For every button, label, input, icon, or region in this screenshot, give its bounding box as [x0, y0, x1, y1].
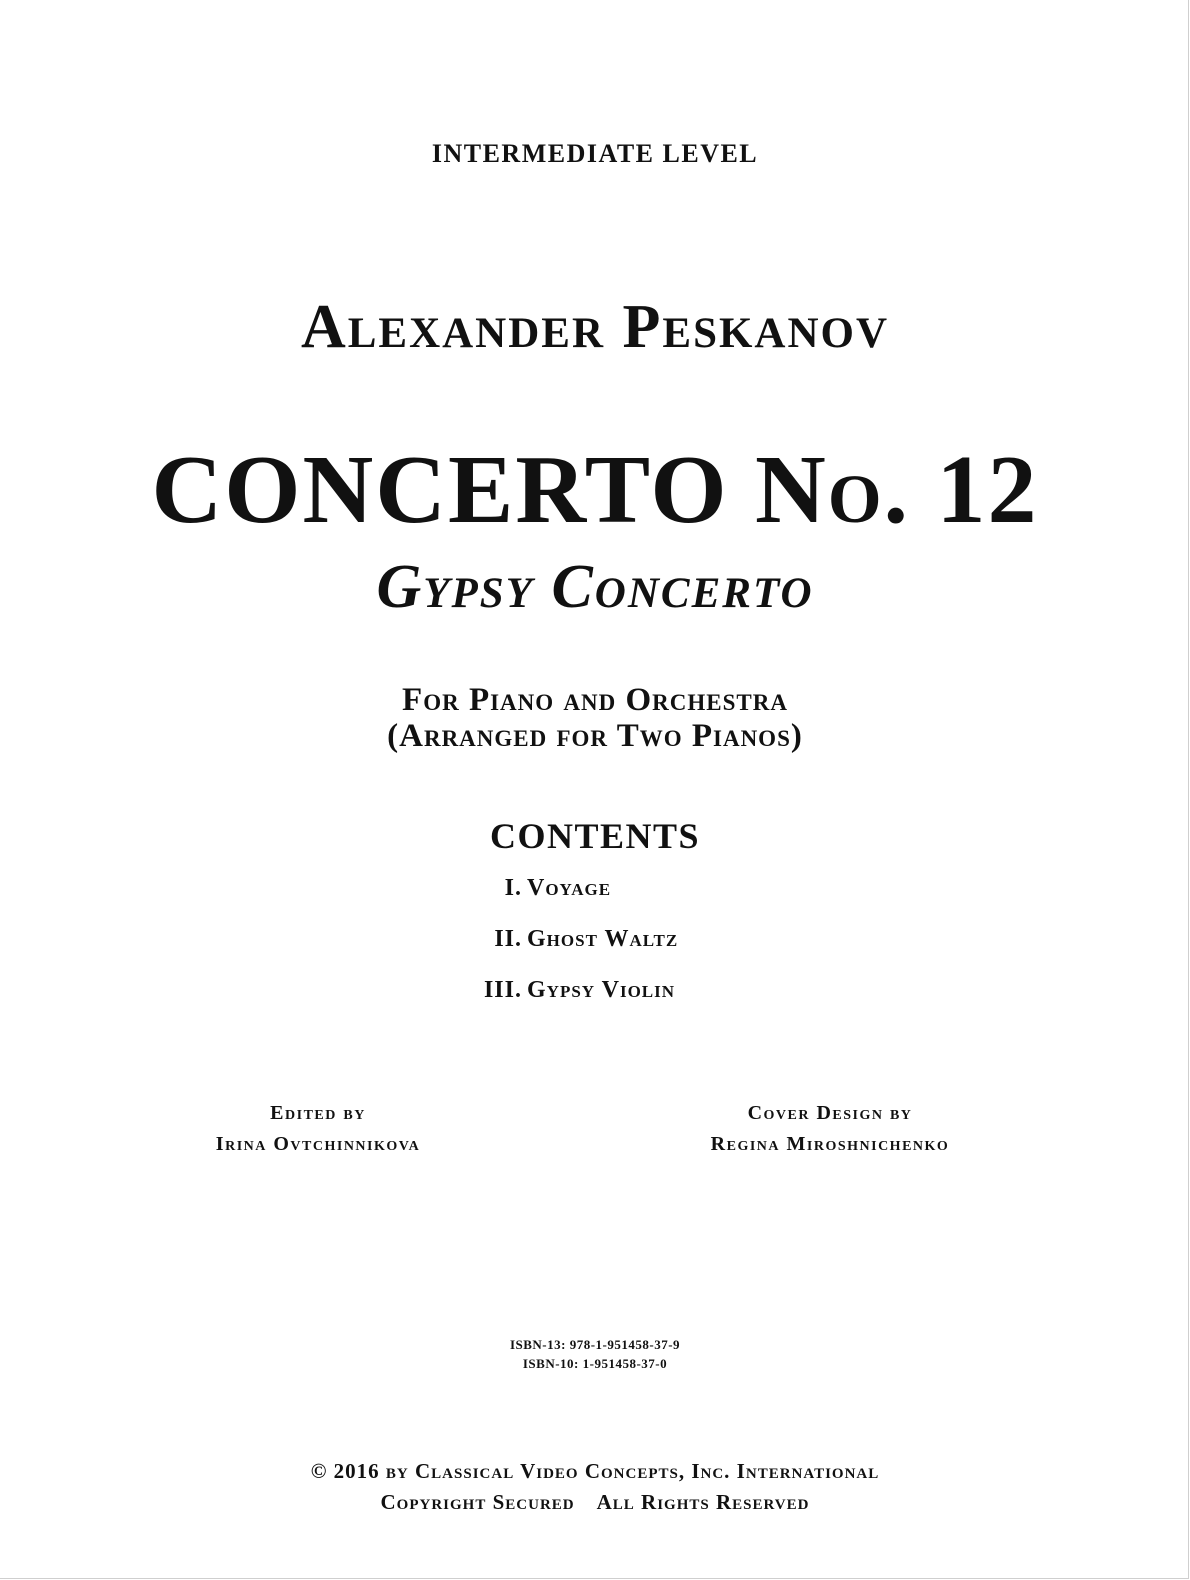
all-rights-reserved: All Rights Reserved	[596, 1490, 810, 1514]
contents-item-number: II.	[494, 926, 522, 952]
contents-item-title: Voyage	[527, 875, 612, 901]
contents-item-title: Gypsy Violin	[527, 977, 676, 1003]
copyright-secured: Copyright Secured	[380, 1490, 575, 1514]
contents-item	[0, 875, 1190, 911]
isbn-13: ISBN-13: 978-1-951458-37-9	[509, 1337, 681, 1352]
isbn-10: ISBN-10: 1-951458-37-0	[522, 1356, 668, 1371]
contents-item-number: III.	[483, 977, 522, 1003]
contents-item	[0, 977, 1190, 1013]
page-title: CONCERTO No. 12	[151, 436, 1039, 544]
rights-line	[0, 1490, 1190, 1515]
composer-name: Alexander Peskanov	[300, 293, 890, 361]
copyright-notice: © 2016 by Classical Video Concepts, Inc. International	[310, 1459, 880, 1483]
arrangement-line: (Arranged for Two Pianos)	[387, 718, 803, 754]
contents-item-number: I.	[504, 875, 522, 901]
contents-item-title: Ghost Waltz	[527, 926, 679, 952]
contents-item	[0, 926, 1190, 962]
contents-heading: CONTENTS	[489, 816, 701, 856]
level-label: INTERMEDIATE LEVEL	[431, 139, 759, 168]
instrumentation-line: For Piano and Orchestra	[402, 682, 788, 718]
cover-designer-name: Regina Miroshnichenko	[710, 1133, 950, 1155]
subtitle: Gypsy Concerto	[376, 553, 814, 621]
cover-designer-role: Cover Design by	[747, 1102, 913, 1124]
editor-role: Edited by	[270, 1102, 366, 1124]
editor-name: Irina Ovtchinnikova	[215, 1133, 421, 1155]
